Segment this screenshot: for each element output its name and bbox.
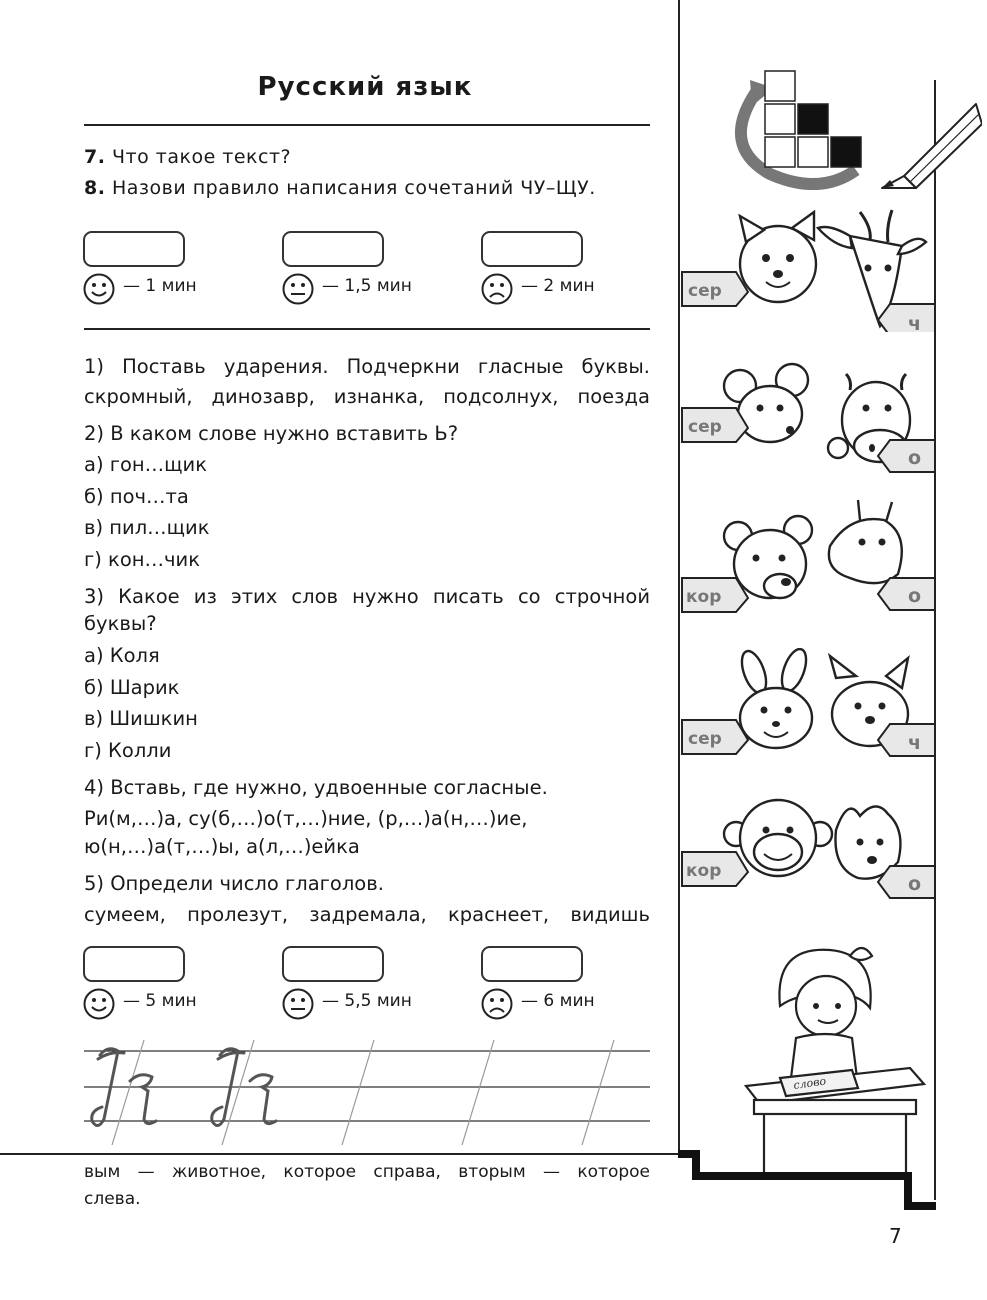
task-3-option-b: б) Шарик — [84, 676, 180, 699]
task-2-option-b: б) поч…та — [84, 485, 189, 508]
happy-face-icon — [83, 273, 115, 305]
happy-face-icon — [83, 988, 115, 1020]
answer-box[interactable] — [83, 231, 185, 267]
time-label: — 1 мин — [123, 276, 197, 296]
task-5-question: 5) Определи число глаголов. — [84, 872, 384, 895]
task-1-question: 1) Поставь ударения. Подчеркни гласные буквы. — [84, 355, 650, 378]
girl-at-desk-illustration — [740, 936, 930, 1182]
question-text: Назови правило написания сочетаний ЧУ–ЩУ. — [112, 177, 596, 199]
handwriting-practice[interactable] — [84, 1035, 650, 1150]
animal-pair-monkey-wolf — [680, 790, 934, 916]
task-4-question: 4) Вставь, где нужно, удвоенные согласные. — [84, 776, 548, 799]
question-8 — [84, 177, 596, 199]
task-2-option-d: г) кон…чик — [84, 548, 200, 571]
sidebar-right-border — [934, 80, 936, 1200]
syllable-right: ч — [908, 313, 922, 332]
task-2-option-c: в) пил…щик — [84, 516, 210, 539]
syllable-left: сер — [688, 729, 722, 749]
task-2-question: 2) В каком слове нужно вставить Ь? — [84, 422, 459, 445]
puzzle-grid-icon — [730, 66, 870, 190]
neutral-face-icon — [282, 988, 314, 1020]
question-text: Что такое текст? — [112, 146, 292, 168]
answer-box[interactable] — [481, 946, 583, 982]
task-3-option-c: в) Шишкин — [84, 707, 198, 730]
question-number: 8. — [84, 177, 106, 199]
task-3-option-d: г) Колли — [84, 739, 172, 762]
sad-face-icon — [481, 273, 513, 305]
task-3-question: 3) Какое из этих слов нужно писать со строчной — [84, 585, 650, 608]
time-label: — 5,5 мин — [322, 991, 412, 1011]
page-number: 7 — [889, 1224, 902, 1248]
time-label: — 5 мин — [123, 991, 197, 1011]
task-5-words: сумеем, пролезут, задремала, краснеет, видишь — [84, 903, 650, 926]
animal-pair-bear-giraffe — [680, 494, 934, 620]
syllable-left: сер — [688, 417, 722, 437]
answer-box[interactable] — [282, 231, 384, 267]
time-label: — 6 мин — [521, 991, 595, 1011]
time-label: — 1,5 мин — [322, 276, 412, 296]
syllable-left: кор — [686, 861, 722, 881]
neutral-face-icon — [282, 273, 314, 305]
divider-top — [84, 124, 650, 126]
syllable-left: кор — [686, 587, 722, 607]
answer-box[interactable] — [282, 946, 384, 982]
question-7 — [84, 146, 291, 168]
syllable-right: о — [908, 585, 922, 607]
footer-rule — [0, 1153, 680, 1155]
task-2-option-a: а) гон…щик — [84, 453, 207, 476]
answer-box[interactable] — [83, 946, 185, 982]
syllable-left: сер — [688, 281, 722, 301]
time-label: — 2 мин — [521, 276, 595, 296]
task-3-option-a: а) Коля — [84, 644, 160, 667]
divider-middle — [84, 328, 650, 330]
pencil-icon — [878, 96, 982, 190]
answer-box[interactable] — [481, 231, 583, 267]
syllable-right: ч — [908, 732, 922, 754]
question-number: 7. — [84, 146, 106, 168]
task-3-question-cont: буквы? — [84, 612, 157, 635]
syllable-right: о — [908, 873, 922, 895]
syllable-right: о — [908, 447, 922, 469]
animal-pair-cat-goat — [680, 206, 934, 332]
animal-pair-mouse-cow — [680, 350, 934, 476]
task-4-line-1: Ри(м,…)а, су(б,…)о(т,…)ние, (р,…)а(н,…)ие, — [84, 807, 528, 830]
footer-line-1: вым — животное, которое справа, вторым — которое — [84, 1162, 650, 1182]
footer-line-2: слева. — [84, 1189, 141, 1209]
sad-face-icon — [481, 988, 513, 1020]
page-title: Русский язык — [257, 72, 473, 102]
animal-pair-rabbit-dog — [680, 648, 934, 774]
task-1-words: скромный, динозавр, изнанка, подсолнух, поезда — [84, 385, 650, 408]
task-4-line-2: ю(н,…)а(т,…)ы, а(л,…)ейка — [84, 835, 360, 858]
desk-paper-text: слово — [792, 1074, 827, 1092]
